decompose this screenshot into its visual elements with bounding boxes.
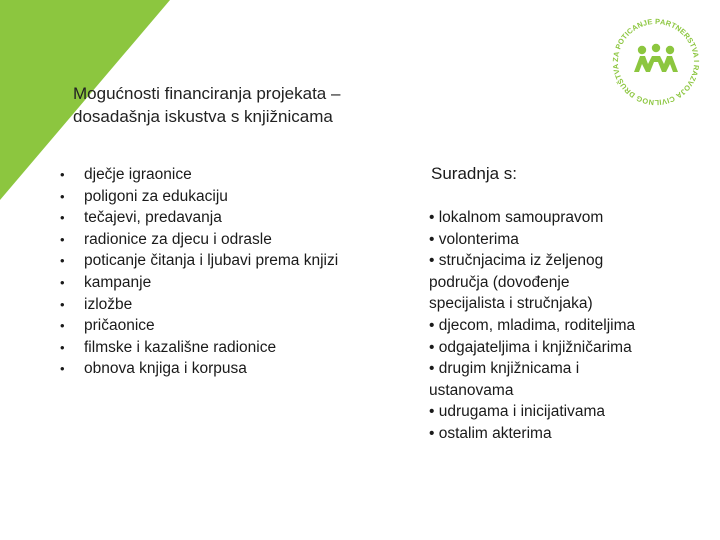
list-item: • kampanje [60,272,400,294]
cooperation-line: ustanovama [429,381,514,399]
cooperation-heading: Suradnja s: [431,164,517,183]
slide-title-line-1: Mogućnosti financiranja projekata – [73,84,341,103]
activities-list [60,164,400,380]
slide-title-line-2: dosadašnja iskustva s knjižnicama [73,107,333,126]
organization-logo [604,10,708,114]
slide-title [73,82,493,128]
list-item: • dječje igraonice [60,164,400,186]
cooperation-line: • drugim knjižnicama i [429,360,580,378]
list-item: • izložbe [60,294,400,316]
three-people-logo-icon [634,44,678,72]
cooperation-line: • ostalim akterima [429,424,552,442]
list-item: • radionice za djecu i odrasle [60,229,400,251]
list-item: • tečajevi, predavanja [60,207,400,229]
list-item: • poticanje čitanja i ljubavi prema knjizi [60,250,400,272]
list-item: • pričaonice [60,315,400,337]
list-item: • poligoni za edukaciju [60,186,400,208]
cooperation-line: područja (dovođenje [429,273,570,291]
cooperation-list [429,207,699,445]
cooperation-line: • odgajateljima i knjižničarima [429,338,632,356]
list-item: • obnova knjiga i korpusa [60,358,400,380]
logo-ring-text: ZA POTICANJE PARTNERSTVA I RAZVOJA CIVILNOG DRUŠTVA [610,16,702,108]
cooperation-line: specijalista i stručnjaka) [429,295,593,313]
cooperation-line: • stručnjacima iz željenog [429,252,604,270]
list-item: • filmske i kazališne radionice [60,337,400,359]
cooperation-line: • volonterima [429,230,519,248]
cooperation-line: • djecom, mladima, roditeljima [429,316,636,334]
cooperation-line: • lokalnom samoupravom [429,209,604,226]
cooperation-line: • udrugama i inicijativama [429,403,606,421]
